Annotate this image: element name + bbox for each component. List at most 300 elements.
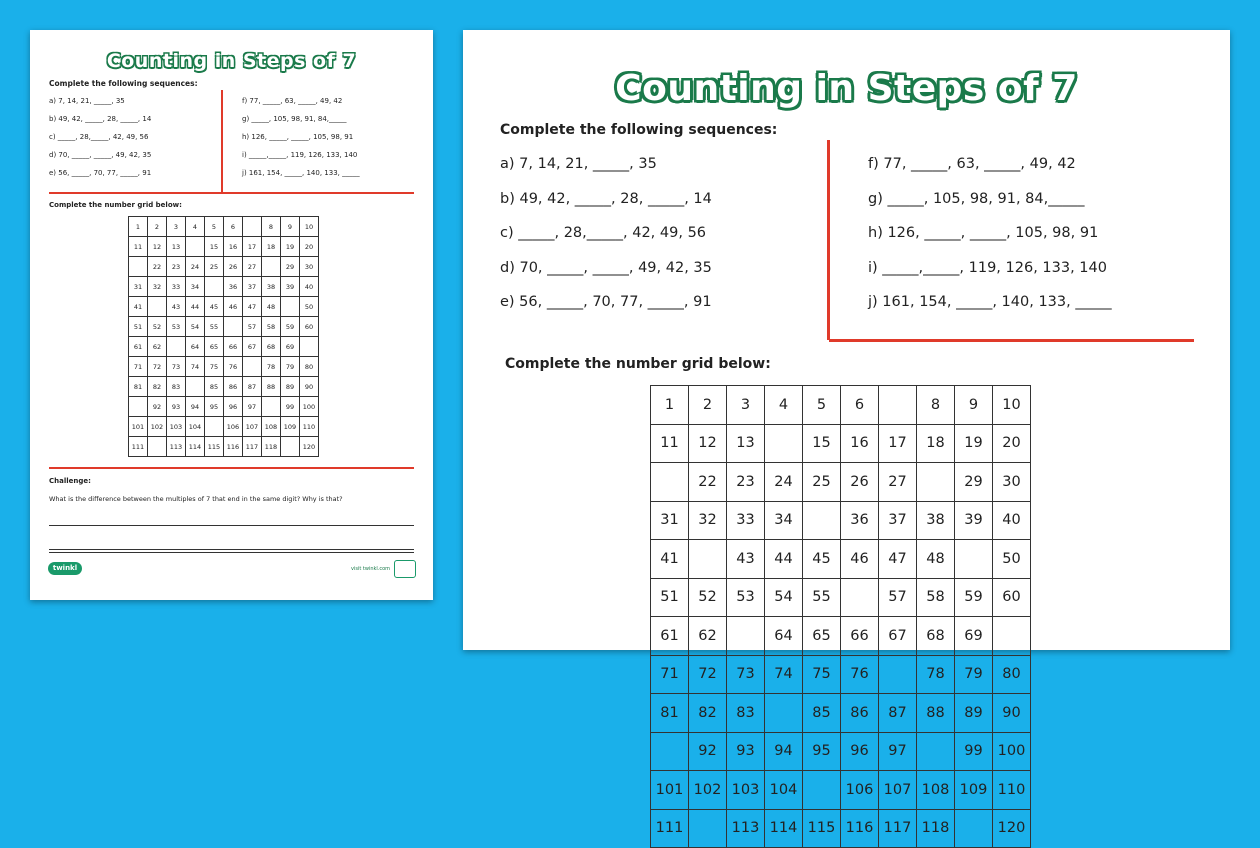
grid-cell: 100 [993, 732, 1031, 771]
grid-cell: 32 [148, 277, 167, 297]
grid-cell: 38 [262, 277, 281, 297]
grid-cell: 75 [205, 357, 224, 377]
grid-cell: 54 [765, 578, 803, 617]
grid-cell: 116 [841, 809, 879, 848]
page-title: Counting in Steps of 7 [615, 68, 1078, 109]
grid-cell: 107 [879, 771, 917, 810]
grid-cell-blank[interactable] [243, 217, 262, 237]
grid-cell: 25 [803, 463, 841, 502]
grid-cell-blank[interactable] [917, 732, 955, 771]
grid-cell-blank[interactable] [281, 437, 300, 457]
grid-cell: 33 [167, 277, 186, 297]
divider-horizontal [829, 339, 1194, 342]
grid-cell: 17 [243, 237, 262, 257]
sequence-item: d) 70, _____, _____, 49, 42, 35 [500, 259, 712, 276]
grid-cell: 15 [205, 237, 224, 257]
grid-cell: 46 [224, 297, 243, 317]
sequence-item: i) _____,_____, 119, 126, 133, 140 [868, 259, 1107, 276]
sequences-instruction: Complete the following sequences: [500, 122, 778, 138]
grid-cell: 61 [129, 337, 148, 357]
grid-cell: 36 [224, 277, 243, 297]
grid-cell: 110 [300, 417, 319, 437]
grid-cell-blank[interactable] [879, 655, 917, 694]
grid-row [129, 397, 319, 417]
grid-cell: 86 [224, 377, 243, 397]
grid-cell: 114 [186, 437, 205, 457]
grid-cell: 109 [281, 417, 300, 437]
grid-cell-blank[interactable] [803, 771, 841, 810]
grid-cell-blank[interactable] [993, 617, 1031, 656]
grid-cell: 107 [243, 417, 262, 437]
grid-cell: 40 [993, 501, 1031, 540]
grid-row [651, 694, 1031, 733]
grid-cell: 1 [651, 386, 689, 425]
grid-cell: 5 [803, 386, 841, 425]
grid-cell: 15 [803, 424, 841, 463]
grid-cell: 78 [262, 357, 281, 377]
grid-cell: 61 [651, 617, 689, 656]
sequence-item: g) _____, 105, 98, 91, 84,_____ [868, 190, 1085, 207]
grid-cell: 18 [262, 237, 281, 257]
grid-cell-blank[interactable] [841, 578, 879, 617]
grid-cell: 69 [281, 337, 300, 357]
grid-cell: 80 [300, 357, 319, 377]
grid-cell: 54 [186, 317, 205, 337]
grid-cell: 108 [917, 771, 955, 810]
grid-cell: 72 [689, 655, 727, 694]
grid-cell: 39 [955, 501, 993, 540]
grid-cell: 78 [917, 655, 955, 694]
grid-cell: 67 [879, 617, 917, 656]
sequence-item: b) 49, 42, _____, 28, _____, 14 [49, 115, 152, 123]
grid-cell: 18 [917, 424, 955, 463]
sequence-item: c) _____, 28,_____, 42, 49, 56 [49, 133, 149, 141]
grid-cell: 55 [803, 578, 841, 617]
grid-cell: 31 [651, 501, 689, 540]
grid-cell: 76 [224, 357, 243, 377]
grid-cell: 103 [167, 417, 186, 437]
grid-cell-blank[interactable] [186, 377, 205, 397]
grid-cell: 96 [841, 732, 879, 771]
footer-url: visit twinkl.com [351, 566, 391, 572]
grid-cell: 83 [167, 377, 186, 397]
grid-cell: 88 [262, 377, 281, 397]
grid-cell: 57 [879, 578, 917, 617]
grid-row [651, 578, 1031, 617]
grid-cell: 36 [841, 501, 879, 540]
grid-cell-blank[interactable] [689, 540, 727, 579]
grid-row [651, 771, 1031, 810]
grid-cell-blank[interactable] [281, 297, 300, 317]
grid-cell: 89 [955, 694, 993, 733]
grid-cell: 73 [727, 655, 765, 694]
sequence-item: f) 77, _____, 63, _____, 49, 42 [242, 97, 343, 105]
grid-cell: 114 [765, 809, 803, 848]
grid-cell: 22 [689, 463, 727, 502]
sequence-item: j) 161, 154, _____, 140, 133, _____ [242, 169, 360, 177]
grid-cell: 43 [167, 297, 186, 317]
challenge-heading: Challenge: [49, 477, 91, 485]
grid-cell: 76 [841, 655, 879, 694]
grid-cell: 11 [651, 424, 689, 463]
grid-cell-blank[interactable] [205, 417, 224, 437]
grid-cell: 44 [765, 540, 803, 579]
grid-cell: 46 [841, 540, 879, 579]
grid-row [129, 277, 319, 297]
grid-cell: 48 [917, 540, 955, 579]
grid-cell: 43 [727, 540, 765, 579]
grid-cell: 29 [281, 257, 300, 277]
grid-cell: 94 [186, 397, 205, 417]
grid-cell: 45 [803, 540, 841, 579]
grid-cell: 17 [879, 424, 917, 463]
divider-challenge [49, 467, 414, 469]
grid-row [129, 437, 319, 457]
badge-icon [394, 560, 416, 578]
grid-cell: 66 [841, 617, 879, 656]
grid-row [129, 377, 319, 397]
grid-cell-blank[interactable] [129, 257, 148, 277]
grid-row [651, 655, 1031, 694]
grid-cell: 65 [803, 617, 841, 656]
number-grid [650, 385, 1031, 848]
grid-cell: 53 [727, 578, 765, 617]
grid-cell: 60 [993, 578, 1031, 617]
grid-cell: 25 [205, 257, 224, 277]
grid-cell-blank[interactable] [727, 617, 765, 656]
challenge-question: What is the difference between the multiples of 7 that end in the same digit? Why is that? [49, 495, 343, 503]
grid-cell-blank[interactable] [955, 540, 993, 579]
grid-cell-blank[interactable] [148, 297, 167, 317]
grid-cell: 66 [224, 337, 243, 357]
grid-cell: 90 [993, 694, 1031, 733]
grid-cell: 52 [148, 317, 167, 337]
grid-cell: 58 [262, 317, 281, 337]
grid-cell: 115 [205, 437, 224, 457]
grid-cell-blank[interactable] [803, 501, 841, 540]
grid-cell-blank[interactable] [129, 397, 148, 417]
grid-cell-blank[interactable] [262, 397, 281, 417]
grid-row [651, 386, 1031, 425]
grid-cell: 10 [300, 217, 319, 237]
grid-cell: 26 [224, 257, 243, 277]
grid-row [129, 317, 319, 337]
grid-cell: 41 [129, 297, 148, 317]
grid-cell: 95 [205, 397, 224, 417]
grid-cell: 12 [689, 424, 727, 463]
worksheet-thumbnail [30, 30, 433, 600]
grid-cell: 65 [205, 337, 224, 357]
grid-cell: 73 [167, 357, 186, 377]
grid-cell-blank[interactable] [300, 337, 319, 357]
grid-cell: 85 [803, 694, 841, 733]
grid-cell: 83 [727, 694, 765, 733]
grid-cell: 85 [205, 377, 224, 397]
grid-cell: 19 [281, 237, 300, 257]
grid-cell: 71 [129, 357, 148, 377]
divider-horizontal [49, 192, 414, 194]
grid-cell: 104 [186, 417, 205, 437]
grid-cell: 29 [955, 463, 993, 502]
sequence-item: a) 7, 14, 21, _____, 35 [49, 97, 125, 105]
sequence-item: d) 70, _____, _____, 49, 42, 35 [49, 151, 152, 159]
grid-cell: 10 [993, 386, 1031, 425]
grid-cell: 116 [224, 437, 243, 457]
grid-cell: 3 [727, 386, 765, 425]
grid-cell: 115 [803, 809, 841, 848]
grid-cell: 13 [167, 237, 186, 257]
grid-cell: 59 [281, 317, 300, 337]
grid-cell: 50 [300, 297, 319, 317]
grid-cell: 37 [243, 277, 262, 297]
grid-cell: 79 [281, 357, 300, 377]
grid-cell: 19 [955, 424, 993, 463]
grid-row [651, 501, 1031, 540]
grid-cell-blank[interactable] [148, 437, 167, 457]
grid-cell: 23 [167, 257, 186, 277]
grid-cell: 55 [205, 317, 224, 337]
grid-cell: 12 [148, 237, 167, 257]
grid-cell: 58 [917, 578, 955, 617]
grid-instruction: Complete the number grid below: [49, 201, 182, 209]
grid-cell: 40 [300, 277, 319, 297]
grid-cell: 1 [129, 217, 148, 237]
grid-row [129, 417, 319, 437]
page-title: Counting in Steps of 7 [106, 50, 357, 72]
grid-row [129, 257, 319, 277]
grid-cell: 106 [224, 417, 243, 437]
grid-cell: 101 [651, 771, 689, 810]
grid-cell: 16 [224, 237, 243, 257]
grid-cell: 92 [689, 732, 727, 771]
grid-cell: 93 [167, 397, 186, 417]
grid-cell: 75 [803, 655, 841, 694]
grid-cell: 23 [727, 463, 765, 502]
grid-cell-blank[interactable] [205, 277, 224, 297]
grid-cell: 68 [917, 617, 955, 656]
grid-cell-blank[interactable] [651, 463, 689, 502]
grid-cell: 118 [262, 437, 281, 457]
grid-cell-blank[interactable] [879, 386, 917, 425]
grid-row [129, 337, 319, 357]
grid-cell: 11 [129, 237, 148, 257]
grid-cell: 74 [186, 357, 205, 377]
grid-cell: 9 [955, 386, 993, 425]
grid-cell: 81 [651, 694, 689, 733]
grid-row [129, 357, 319, 377]
sequence-item: a) 7, 14, 21, _____, 35 [500, 156, 657, 172]
grid-row [651, 617, 1031, 656]
grid-cell: 101 [129, 417, 148, 437]
grid-cell: 99 [955, 732, 993, 771]
sequence-item: j) 161, 154, _____, 140, 133, _____ [868, 294, 1112, 310]
grid-cell: 104 [765, 771, 803, 810]
grid-cell: 88 [917, 694, 955, 733]
grid-cell: 60 [300, 317, 319, 337]
grid-cell: 89 [281, 377, 300, 397]
grid-cell: 4 [186, 217, 205, 237]
grid-cell: 64 [765, 617, 803, 656]
grid-row [129, 217, 319, 237]
grid-cell: 90 [300, 377, 319, 397]
grid-cell: 2 [689, 386, 727, 425]
grid-cell-blank[interactable] [243, 357, 262, 377]
grid-row [129, 297, 319, 317]
grid-cell: 87 [879, 694, 917, 733]
worksheet-zoomed [463, 30, 1230, 837]
answer-line [49, 549, 414, 550]
grid-cell: 117 [243, 437, 262, 457]
grid-cell: 64 [186, 337, 205, 357]
grid-cell: 2 [148, 217, 167, 237]
grid-cell: 106 [841, 771, 879, 810]
grid-row [651, 463, 1031, 502]
grid-cell: 74 [765, 655, 803, 694]
sequence-item: f) 77, _____, 63, _____, 49, 42 [868, 156, 1076, 172]
number-grid [128, 216, 319, 457]
grid-cell: 50 [993, 540, 1031, 579]
grid-cell: 9 [281, 217, 300, 237]
grid-row [651, 540, 1031, 579]
grid-cell: 47 [243, 297, 262, 317]
grid-instruction: Complete the number grid below: [505, 356, 771, 372]
grid-cell: 8 [917, 386, 955, 425]
grid-cell-blank[interactable] [186, 237, 205, 257]
grid-cell: 71 [651, 655, 689, 694]
grid-cell: 109 [955, 771, 993, 810]
grid-cell-blank[interactable] [262, 257, 281, 277]
grid-cell-blank[interactable] [955, 809, 993, 848]
grid-cell: 95 [803, 732, 841, 771]
grid-cell: 32 [689, 501, 727, 540]
grid-cell-blank[interactable] [689, 809, 727, 848]
grid-cell: 103 [727, 771, 765, 810]
grid-row [651, 732, 1031, 771]
sequence-item: e) 56, _____, 70, 77, _____, 91 [500, 294, 712, 310]
sequence-item: b) 49, 42, _____, 28, _____, 14 [500, 190, 712, 207]
grid-cell: 57 [243, 317, 262, 337]
sequence-item: i) _____,_____, 119, 126, 133, 140 [242, 151, 358, 159]
grid-cell: 20 [300, 237, 319, 257]
grid-cell: 8 [262, 217, 281, 237]
grid-cell: 92 [148, 397, 167, 417]
grid-cell: 52 [689, 578, 727, 617]
grid-cell: 34 [765, 501, 803, 540]
grid-cell: 26 [841, 463, 879, 502]
grid-cell: 37 [879, 501, 917, 540]
grid-cell: 3 [167, 217, 186, 237]
grid-cell: 87 [243, 377, 262, 397]
grid-cell: 93 [727, 732, 765, 771]
grid-cell: 5 [205, 217, 224, 237]
grid-cell: 38 [917, 501, 955, 540]
grid-cell: 27 [243, 257, 262, 277]
grid-cell: 59 [955, 578, 993, 617]
grid-cell: 111 [129, 437, 148, 457]
grid-cell: 100 [300, 397, 319, 417]
sequence-item: e) 56, _____, 70, 77, _____, 91 [49, 169, 152, 177]
grid-cell-blank[interactable] [651, 732, 689, 771]
grid-cell: 72 [148, 357, 167, 377]
sequence-item: h) 126, _____, _____, 105, 98, 91 [242, 133, 354, 141]
grid-cell: 31 [129, 277, 148, 297]
grid-cell: 33 [727, 501, 765, 540]
grid-cell: 6 [224, 217, 243, 237]
grid-cell-blank[interactable] [167, 337, 186, 357]
answer-line [49, 525, 414, 526]
grid-cell: 30 [993, 463, 1031, 502]
grid-cell: 69 [955, 617, 993, 656]
grid-cell: 68 [262, 337, 281, 357]
grid-cell: 102 [689, 771, 727, 810]
divider-vertical [827, 140, 830, 340]
grid-cell: 24 [186, 257, 205, 277]
grid-cell: 113 [727, 809, 765, 848]
grid-cell: 81 [129, 377, 148, 397]
sequence-item: h) 126, _____, _____, 105, 98, 91 [868, 225, 1099, 241]
grid-cell: 45 [205, 297, 224, 317]
grid-cell: 82 [689, 694, 727, 733]
grid-row [651, 809, 1031, 848]
grid-cell: 22 [148, 257, 167, 277]
grid-cell-blank[interactable] [224, 317, 243, 337]
grid-cell: 108 [262, 417, 281, 437]
grid-cell: 44 [186, 297, 205, 317]
grid-cell: 62 [689, 617, 727, 656]
twinkl-logo: twinkl [48, 562, 82, 575]
grid-cell: 30 [300, 257, 319, 277]
grid-cell: 62 [148, 337, 167, 357]
grid-cell: 6 [841, 386, 879, 425]
grid-cell: 86 [841, 694, 879, 733]
grid-cell-blank[interactable] [917, 463, 955, 502]
grid-cell: 51 [651, 578, 689, 617]
sequence-item: c) _____, 28,_____, 42, 49, 56 [500, 225, 707, 241]
grid-cell: 120 [300, 437, 319, 457]
grid-cell: 120 [993, 809, 1031, 848]
grid-cell: 4 [765, 386, 803, 425]
grid-cell: 94 [765, 732, 803, 771]
grid-cell: 97 [879, 732, 917, 771]
grid-cell: 47 [879, 540, 917, 579]
grid-cell: 51 [129, 317, 148, 337]
grid-row [651, 424, 1031, 463]
grid-cell: 34 [186, 277, 205, 297]
grid-cell: 53 [167, 317, 186, 337]
grid-cell: 110 [993, 771, 1031, 810]
grid-cell-blank[interactable] [765, 694, 803, 733]
grid-cell: 79 [955, 655, 993, 694]
grid-cell: 80 [993, 655, 1031, 694]
grid-cell: 82 [148, 377, 167, 397]
grid-cell-blank[interactable] [765, 424, 803, 463]
grid-cell: 117 [879, 809, 917, 848]
sequences-instruction: Complete the following sequences: [49, 79, 198, 88]
grid-cell: 16 [841, 424, 879, 463]
grid-cell: 97 [243, 397, 262, 417]
grid-cell: 99 [281, 397, 300, 417]
answer-line [49, 552, 414, 553]
grid-cell: 102 [148, 417, 167, 437]
grid-cell: 111 [651, 809, 689, 848]
grid-row [129, 237, 319, 257]
grid-cell: 20 [993, 424, 1031, 463]
grid-cell: 96 [224, 397, 243, 417]
grid-cell: 118 [917, 809, 955, 848]
grid-cell: 39 [281, 277, 300, 297]
grid-cell: 67 [243, 337, 262, 357]
grid-cell: 13 [727, 424, 765, 463]
